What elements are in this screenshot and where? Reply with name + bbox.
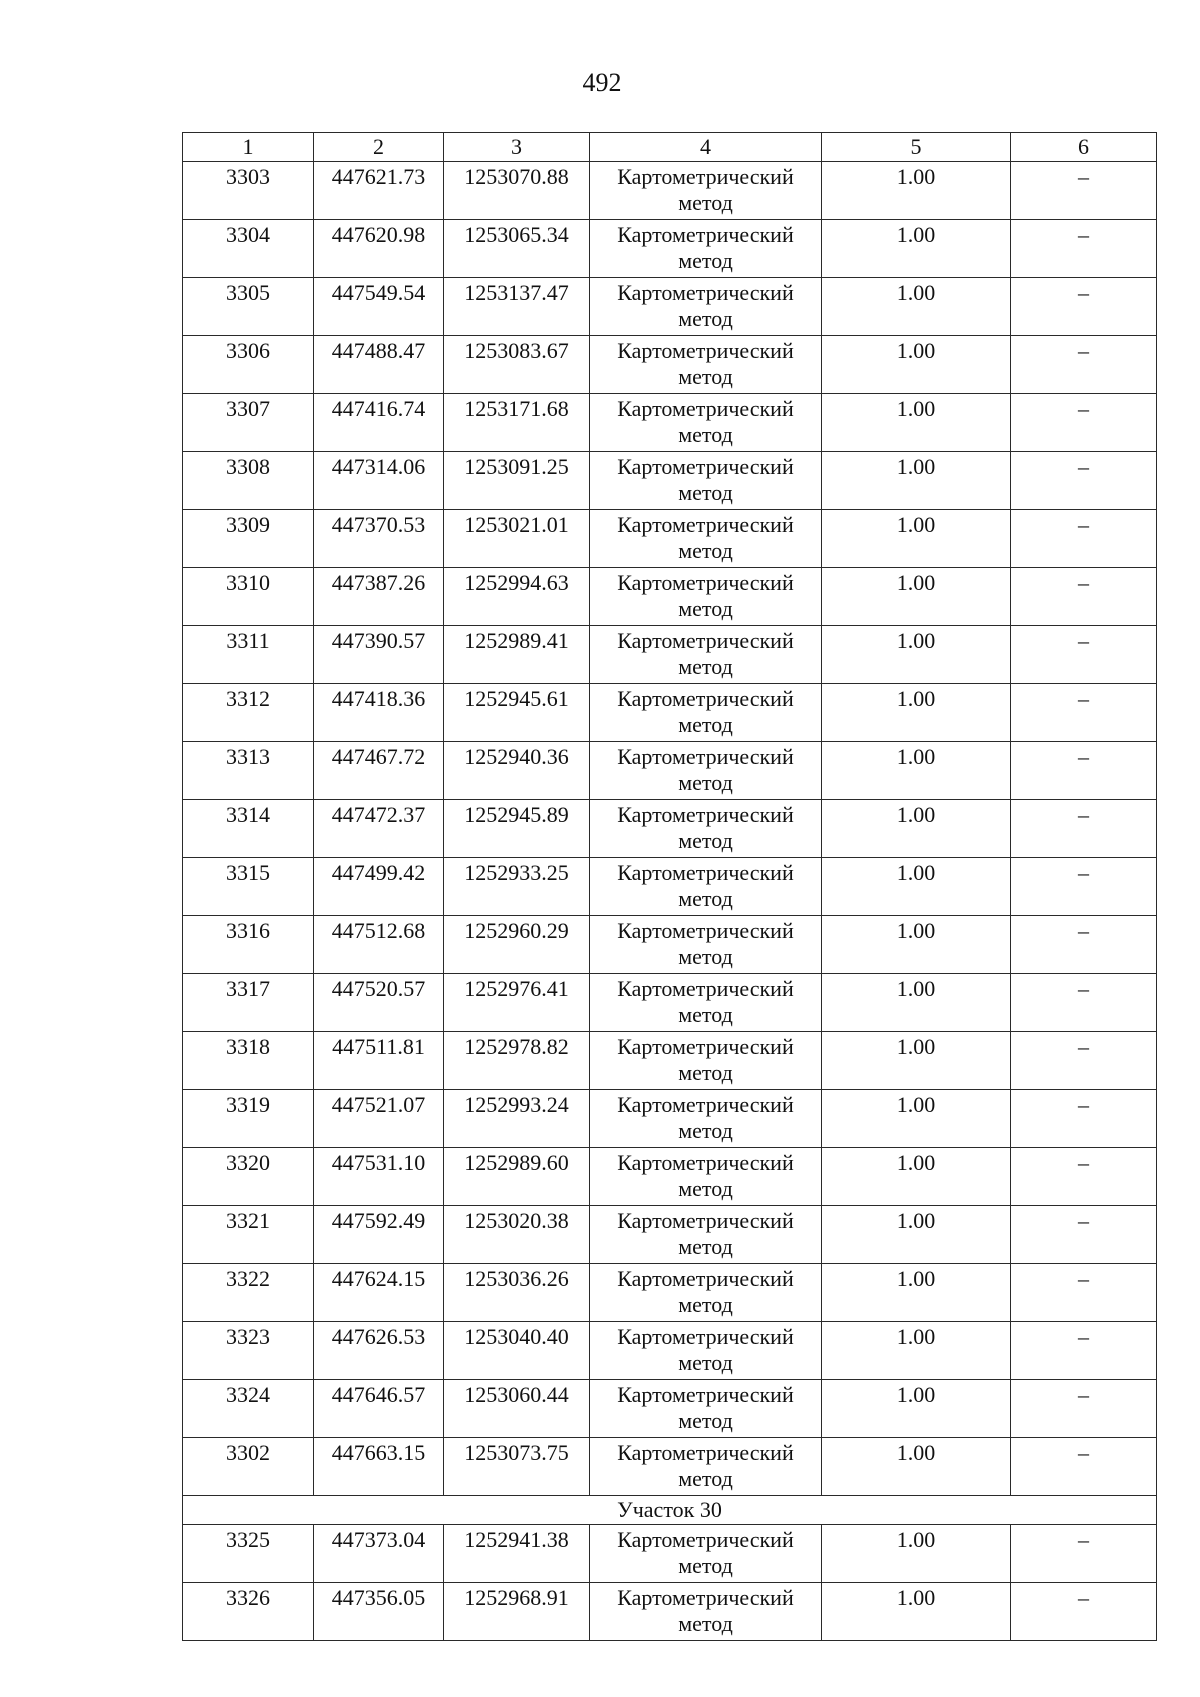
method-cell: Картометрический метод <box>590 626 822 684</box>
point-id-cell: 3307 <box>183 394 314 452</box>
note-cell: – <box>1011 1032 1157 1090</box>
table-row <box>183 974 1157 1032</box>
note-cell: – <box>1011 568 1157 626</box>
point-id-cell: 3311 <box>183 626 314 684</box>
note-cell: – <box>1011 1264 1157 1322</box>
y-coordinate-cell: 1252978.82 <box>444 1032 590 1090</box>
accuracy-cell: 1.00 <box>822 916 1011 974</box>
x-coordinate-cell: 447646.57 <box>314 1380 444 1438</box>
y-coordinate-cell: 1253065.34 <box>444 220 590 278</box>
y-coordinate-cell: 1252940.36 <box>444 742 590 800</box>
point-id-cell: 3322 <box>183 1264 314 1322</box>
accuracy-cell: 1.00 <box>822 336 1011 394</box>
accuracy-cell: 1.00 <box>822 1148 1011 1206</box>
method-cell: Картометрический метод <box>590 162 822 220</box>
method-cell: Картометрический метод <box>590 1264 822 1322</box>
note-cell: – <box>1011 1438 1157 1496</box>
x-coordinate-cell: 447592.49 <box>314 1206 444 1264</box>
point-id-cell: 3320 <box>183 1148 314 1206</box>
method-cell: Картометрический метод <box>590 684 822 742</box>
point-id-cell: 3313 <box>183 742 314 800</box>
table-row <box>183 1322 1157 1380</box>
note-cell: – <box>1011 1148 1157 1206</box>
table-row <box>183 220 1157 278</box>
accuracy-cell: 1.00 <box>822 1032 1011 1090</box>
table-row <box>183 742 1157 800</box>
x-coordinate-cell: 447626.53 <box>314 1322 444 1380</box>
accuracy-cell: 1.00 <box>822 1438 1011 1496</box>
table-row <box>183 684 1157 742</box>
y-coordinate-cell: 1252941.38 <box>444 1525 590 1583</box>
x-coordinate-cell: 447521.07 <box>314 1090 444 1148</box>
x-coordinate-cell: 447663.15 <box>314 1438 444 1496</box>
point-id-cell: 3308 <box>183 452 314 510</box>
method-cell: Картометрический метод <box>590 1206 822 1264</box>
point-id-cell: 3309 <box>183 510 314 568</box>
table-row <box>183 626 1157 684</box>
point-id-cell: 3321 <box>183 1206 314 1264</box>
method-cell: Картометрический метод <box>590 800 822 858</box>
point-id-cell: 3302 <box>183 1438 314 1496</box>
accuracy-cell: 1.00 <box>822 684 1011 742</box>
point-id-cell: 3317 <box>183 974 314 1032</box>
accuracy-cell: 1.00 <box>822 974 1011 1032</box>
method-cell: Картометрический метод <box>590 510 822 568</box>
table-row <box>183 452 1157 510</box>
table-row <box>183 278 1157 336</box>
method-cell: Картометрический метод <box>590 1525 822 1583</box>
table-row <box>183 1264 1157 1322</box>
table-row <box>183 162 1157 220</box>
method-cell: Картометрический метод <box>590 1380 822 1438</box>
method-cell: Картометрический метод <box>590 1322 822 1380</box>
coordinates-table <box>182 132 1157 1641</box>
y-coordinate-cell: 1253137.47 <box>444 278 590 336</box>
accuracy-cell: 1.00 <box>822 162 1011 220</box>
x-coordinate-cell: 447621.73 <box>314 162 444 220</box>
table-row <box>183 394 1157 452</box>
note-cell: – <box>1011 1090 1157 1148</box>
note-cell: – <box>1011 1583 1157 1641</box>
x-coordinate-cell: 447511.81 <box>314 1032 444 1090</box>
note-cell: – <box>1011 162 1157 220</box>
table-row <box>183 1380 1157 1438</box>
y-coordinate-cell: 1252976.41 <box>444 974 590 1032</box>
column-header: 3 <box>444 133 590 162</box>
accuracy-cell: 1.00 <box>822 1583 1011 1641</box>
table-row <box>183 800 1157 858</box>
point-id-cell: 3325 <box>183 1525 314 1583</box>
accuracy-cell: 1.00 <box>822 1090 1011 1148</box>
x-coordinate-cell: 447416.74 <box>314 394 444 452</box>
point-id-cell: 3318 <box>183 1032 314 1090</box>
note-cell: – <box>1011 916 1157 974</box>
y-coordinate-cell: 1252968.91 <box>444 1583 590 1641</box>
y-coordinate-cell: 1252993.24 <box>444 1090 590 1148</box>
method-cell: Картометрический метод <box>590 1148 822 1206</box>
x-coordinate-cell: 447520.57 <box>314 974 444 1032</box>
x-coordinate-cell: 447472.37 <box>314 800 444 858</box>
point-id-cell: 3304 <box>183 220 314 278</box>
method-cell: Картометрический метод <box>590 974 822 1032</box>
column-header: 2 <box>314 133 444 162</box>
method-cell: Картометрический метод <box>590 568 822 626</box>
note-cell: – <box>1011 684 1157 742</box>
point-id-cell: 3310 <box>183 568 314 626</box>
x-coordinate-cell: 447488.47 <box>314 336 444 394</box>
table-body <box>183 133 1157 1641</box>
table-row <box>183 858 1157 916</box>
y-coordinate-cell: 1253073.75 <box>444 1438 590 1496</box>
table-row <box>183 1032 1157 1090</box>
accuracy-cell: 1.00 <box>822 800 1011 858</box>
note-cell: – <box>1011 336 1157 394</box>
section-title: Участок 30 <box>183 1496 1157 1525</box>
x-coordinate-cell: 447620.98 <box>314 220 444 278</box>
method-cell: Картометрический метод <box>590 1438 822 1496</box>
method-cell: Картометрический метод <box>590 278 822 336</box>
accuracy-cell: 1.00 <box>822 626 1011 684</box>
method-cell: Картометрический метод <box>590 858 822 916</box>
y-coordinate-cell: 1252933.25 <box>444 858 590 916</box>
y-coordinate-cell: 1252989.41 <box>444 626 590 684</box>
table-row <box>183 1148 1157 1206</box>
column-header: 5 <box>822 133 1011 162</box>
column-header: 6 <box>1011 133 1157 162</box>
y-coordinate-cell: 1252945.61 <box>444 684 590 742</box>
note-cell: – <box>1011 974 1157 1032</box>
method-cell: Картометрический метод <box>590 1583 822 1641</box>
y-coordinate-cell: 1253040.40 <box>444 1322 590 1380</box>
x-coordinate-cell: 447467.72 <box>314 742 444 800</box>
y-coordinate-cell: 1252960.29 <box>444 916 590 974</box>
note-cell: – <box>1011 1206 1157 1264</box>
table-row <box>183 336 1157 394</box>
point-id-cell: 3326 <box>183 1583 314 1641</box>
accuracy-cell: 1.00 <box>822 220 1011 278</box>
accuracy-cell: 1.00 <box>822 858 1011 916</box>
column-header: 1 <box>183 133 314 162</box>
accuracy-cell: 1.00 <box>822 1380 1011 1438</box>
point-id-cell: 3324 <box>183 1380 314 1438</box>
accuracy-cell: 1.00 <box>822 510 1011 568</box>
section-header-row <box>183 1496 1157 1525</box>
note-cell: – <box>1011 1380 1157 1438</box>
table-row <box>183 1438 1157 1496</box>
x-coordinate-cell: 447387.26 <box>314 568 444 626</box>
table-header-row <box>183 133 1157 162</box>
accuracy-cell: 1.00 <box>822 1206 1011 1264</box>
x-coordinate-cell: 447373.04 <box>314 1525 444 1583</box>
y-coordinate-cell: 1252989.60 <box>444 1148 590 1206</box>
table-row <box>183 1206 1157 1264</box>
note-cell: – <box>1011 742 1157 800</box>
x-coordinate-cell: 447356.05 <box>314 1583 444 1641</box>
note-cell: – <box>1011 394 1157 452</box>
accuracy-cell: 1.00 <box>822 1525 1011 1583</box>
y-coordinate-cell: 1252945.89 <box>444 800 590 858</box>
y-coordinate-cell: 1253021.01 <box>444 510 590 568</box>
table-row <box>183 510 1157 568</box>
table-row <box>183 1090 1157 1148</box>
method-cell: Картометрический метод <box>590 742 822 800</box>
accuracy-cell: 1.00 <box>822 1322 1011 1380</box>
point-id-cell: 3323 <box>183 1322 314 1380</box>
point-id-cell: 3305 <box>183 278 314 336</box>
method-cell: Картометрический метод <box>590 452 822 510</box>
y-coordinate-cell: 1253083.67 <box>444 336 590 394</box>
y-coordinate-cell: 1252994.63 <box>444 568 590 626</box>
note-cell: – <box>1011 452 1157 510</box>
table-row <box>183 1583 1157 1641</box>
x-coordinate-cell: 447549.54 <box>314 278 444 336</box>
point-id-cell: 3314 <box>183 800 314 858</box>
method-cell: Картометрический метод <box>590 916 822 974</box>
column-header: 4 <box>590 133 822 162</box>
note-cell: – <box>1011 626 1157 684</box>
method-cell: Картометрический метод <box>590 1090 822 1148</box>
note-cell: – <box>1011 278 1157 336</box>
accuracy-cell: 1.00 <box>822 568 1011 626</box>
page-number: 492 <box>582 68 622 97</box>
table-row <box>183 916 1157 974</box>
point-id-cell: 3315 <box>183 858 314 916</box>
accuracy-cell: 1.00 <box>822 1264 1011 1322</box>
note-cell: – <box>1011 858 1157 916</box>
x-coordinate-cell: 447418.36 <box>314 684 444 742</box>
table-row <box>183 568 1157 626</box>
y-coordinate-cell: 1253070.88 <box>444 162 590 220</box>
point-id-cell: 3306 <box>183 336 314 394</box>
accuracy-cell: 1.00 <box>822 742 1011 800</box>
note-cell: – <box>1011 510 1157 568</box>
note-cell: – <box>1011 220 1157 278</box>
point-id-cell: 3312 <box>183 684 314 742</box>
x-coordinate-cell: 447499.42 <box>314 858 444 916</box>
x-coordinate-cell: 447624.15 <box>314 1264 444 1322</box>
note-cell: – <box>1011 1525 1157 1583</box>
x-coordinate-cell: 447390.57 <box>314 626 444 684</box>
y-coordinate-cell: 1253020.38 <box>444 1206 590 1264</box>
x-coordinate-cell: 447370.53 <box>314 510 444 568</box>
note-cell: – <box>1011 1322 1157 1380</box>
method-cell: Картометрический метод <box>590 1032 822 1090</box>
x-coordinate-cell: 447531.10 <box>314 1148 444 1206</box>
note-cell: – <box>1011 800 1157 858</box>
y-coordinate-cell: 1253091.25 <box>444 452 590 510</box>
y-coordinate-cell: 1253171.68 <box>444 394 590 452</box>
point-id-cell: 3316 <box>183 916 314 974</box>
point-id-cell: 3303 <box>183 162 314 220</box>
x-coordinate-cell: 447314.06 <box>314 452 444 510</box>
accuracy-cell: 1.00 <box>822 452 1011 510</box>
x-coordinate-cell: 447512.68 <box>314 916 444 974</box>
accuracy-cell: 1.00 <box>822 394 1011 452</box>
point-id-cell: 3319 <box>183 1090 314 1148</box>
method-cell: Картометрический метод <box>590 336 822 394</box>
method-cell: Картометрический метод <box>590 394 822 452</box>
y-coordinate-cell: 1253060.44 <box>444 1380 590 1438</box>
accuracy-cell: 1.00 <box>822 278 1011 336</box>
table-row <box>183 1525 1157 1583</box>
y-coordinate-cell: 1253036.26 <box>444 1264 590 1322</box>
method-cell: Картометрический метод <box>590 220 822 278</box>
